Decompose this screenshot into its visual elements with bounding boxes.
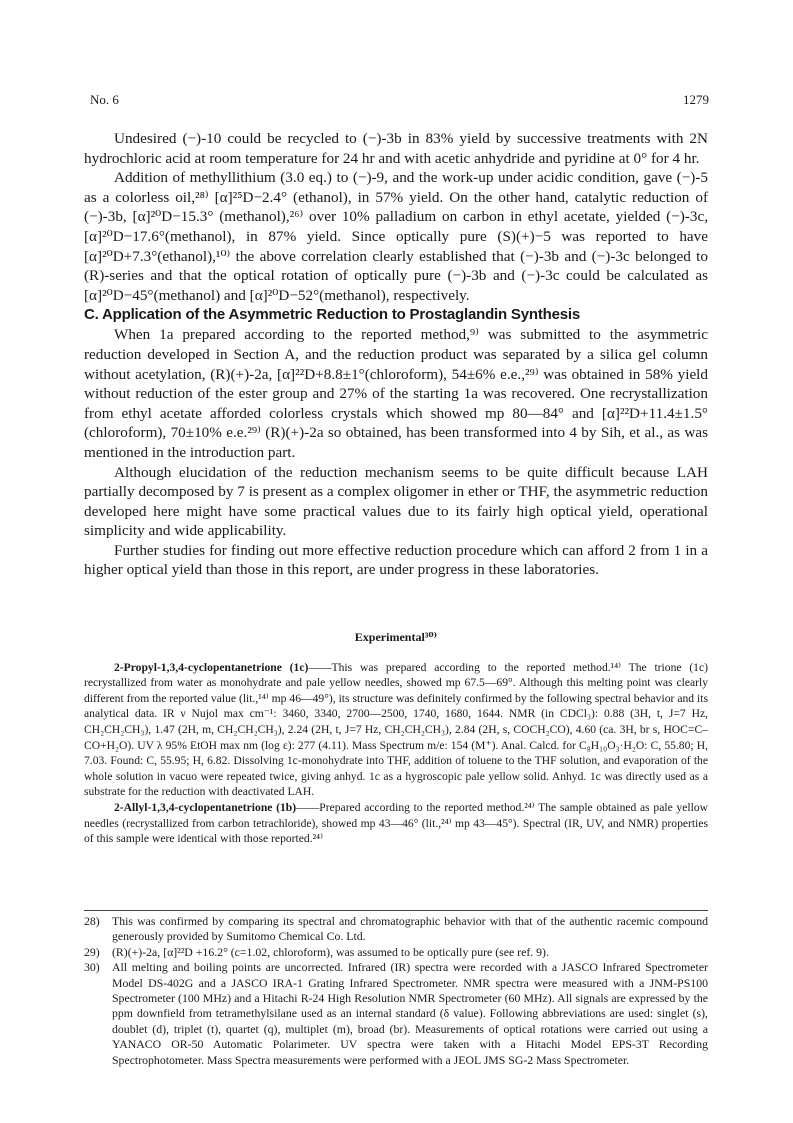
footnotes (84, 914, 708, 1068)
page-number: 1279 (683, 92, 709, 107)
experimental-entry-1c (84, 660, 708, 800)
footnote-divider (84, 910, 708, 911)
footnote-28 (84, 914, 708, 945)
footnote-number: 30) (84, 960, 100, 975)
experimental-heading: Experimental³⁰⁾ (354, 630, 438, 644)
footnote-number: 29) (84, 944, 100, 959)
footnote-text: This was confirmed by comparing its spectral and chromatographic behavior with that of the authentic racemic compound generously provided by Sumitomo Chemical Co. Ltd. (112, 914, 708, 944)
paragraph-recycling: Undesired (−)-10 could be recycled to (−)-3b in 83% yield by successive treatments with 2N hydrochloric acid at room temperature for 24 hr and with acetic anhydride and pyridine at 0° for 4 hr. (84, 130, 708, 167)
paragraph-mechanism: Although elucidation of the reduction mechanism seems to be quite difficult because LAH partially decomposed by 7 is present as a complex oligomer in ether or THF, the asymmetric reduction developed here might have some practical values due to its fairly high optical yield, operational simplicity and wide applicability. (84, 463, 708, 540)
footnote-text: (R)(+)-2a, [α]²²D +16.2° (c=1.02, chloroform), was assumed to be optically pure (see ref. 9). (112, 944, 549, 959)
section-heading-c: C. Application of the Asymmetric Reduction to Prostaglandin Synthesis (84, 306, 580, 324)
compound-text-1b: ——Prepared according to the reported method.²⁴⁾ The sample obtained as pale yellow needles (recrystallized from carbon tetrachloride), showed mp 43—46° (lit.,²⁴⁾ mp 43—45°). Spectral (IR, UV, and NMR) properties of this sample were identical with those reported.²⁴⁾ (84, 800, 708, 846)
issue-number: No. 6 (90, 92, 119, 107)
experimental-entry-1b (84, 800, 708, 847)
main-text (84, 129, 708, 580)
compound-text-1c: ——This was prepared according to the reported method.¹⁴⁾ The trione (1c) recrystallized from water as monohydrate and pale yellow needles, showed mp 67.5—69°. Although this melting point was clearly different from the reported value (lit.,¹⁴⁾ mp 46—49°), its structure was definitely confirmed by the following spectral behavior and its analytical data. IR ν Nujol max cm⁻¹: 3460, 3340, 2700—2500, 1740, 1680, 1644. NMR (in CDCl₃): 0.88 (3H, t, J=7 Hz, CH₂CH₂CH₃), 1.47 (2H, m, CH₂CH₂CH₃), 2.24 (2H, t, J=7 Hz, CH₂CH₂CH₃), 2.84 (2H, s, COCH₂CO), 4.60 (ca. 3H, br s, HOC=C–CO+H₂O). UV λ 95% EtOH max nm (log ε): 277 (4.11). Mass Spectrum m/e: 154 (M⁺). Anal. Calcd. for C₈H₁₀O₃·H₂O: C, 55.80; H, 7.03. Found: C, 55.95; H, 6.82. Dissolving 1c-monohydrate into THF, addition of toluene to the THF solution, and evaporation of the whole solution in vacuo were repeated twice, giving anhyd. 1c as a hygroscopic pale yellow solid. Anhyd. 1c was directly used as a substrate for the reduction with deactivated LAH. (84, 660, 708, 799)
paragraph-correlation: Addition of methyllithium (3.0 eq.) to (−)-9, and the work-up under acidic condition, gave (−)-5 as a colorless oil,²⁸⁾ [α]²⁵D−2.4° (ethanol), in 57% yield. On the other hand, catalytic reduction of (−)-3b, [α]²⁰D−15.3° (methanol),²⁶⁾ over 10% palladium on carbon in ethyl acetate, yielded (−)-3c, [α]²⁰D−17.6°(methanol), in 87% yield. Since optically pure (S)(+)−5 was reported to have [α]²⁰D+7.3°(ethanol),¹⁰⁾ the above correlation clearly established that (−)-3b and (−)-3c belonged to (R)-series and that the optical rotation of optically pure (−)-3b and (−)-3c could be calculated as [α]²⁰D−45°(methanol) and [α]²⁰D−52°(methanol), respectively. (84, 169, 708, 304)
compound-title-1b: 2-Allyl-1,3,4-cyclopentanetrione (1b) (114, 800, 297, 814)
footnote-30 (84, 960, 708, 1068)
running-header (84, 92, 709, 110)
footnote-29 (84, 945, 708, 960)
footnote-text: All melting and boiling points are uncorrected. Infrared (IR) spectra were recorded with a JASCO Infrared Spectrometer Model DS-402G and a JASCO IRA-1 Grating Infrared Spectrometer. NMR spectra were measured with a JNM-PS100 Spectrometer (100 MHz) and a Hitachi R-24 High Resolution NMR Spectrometer (60 MHz). All signals are expressed by the ppm downfield from tetramethylsilane used as an internal standard (δ value). Following abbreviations are used: singlet (s), doublet (d), triplet (t), quartet (q), multiplet (m), broad (br). Measurements of optical rotations were carried out using a YANACO OR-50 Automatic Polarimeter. UV spectra were taken with a Hitachi Model EPS-3T Recording Spectrophotometer. Mass Spectra measurements were performed with a JEOL JMS SG-2 Mass Spectrometer. (112, 960, 708, 1067)
paragraph-application: When 1a prepared according to the reported method,⁹⁾ was submitted to the asymmetric reduction developed in Section A, and the reduction product was separated by a silica gel column without acetylation, (R)(+)-2a, [α]²²D+8.8±1°(chloroform), 54±6% e.e.,²⁹⁾ was obtained in 58% yield without reduction of the ester group and 27% of the starting 1a was recovered. One recrystallization from ethyl acetate afforded colorless crystals which showed mp 80—84° and [α]²²D+11.4±1.5°(chloroform), 70±10% e.e.²⁹⁾ (R)(+)-2a so obtained, has been transformed into 4 by Sih, et al., as was mentioned in the introduction part. (84, 326, 708, 461)
paragraph-further-studies: Further studies for finding out more effective reduction procedure which can afford 2 from 1 in a higher optical yield than those in this report, are under progress in these laboratories. (84, 541, 708, 579)
footnote-number: 28) (84, 914, 100, 928)
experimental-section (84, 630, 708, 847)
compound-title-1c: 2-Propyl-1,3,4-cyclopentanetrione (1c) (114, 660, 309, 674)
